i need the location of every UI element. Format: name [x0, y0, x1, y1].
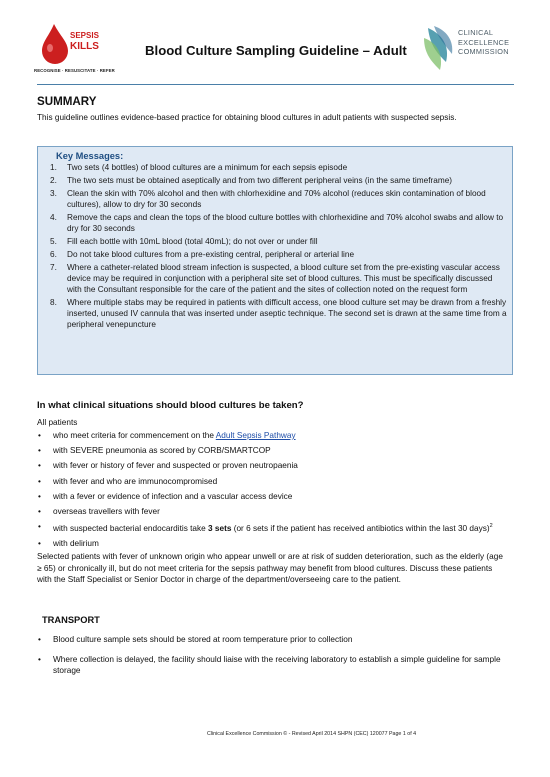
- situation-text: with fever and who are immunocompromised: [53, 476, 218, 486]
- key-message-number: 4.: [50, 212, 57, 222]
- sepsis-logo-word2: KILLS: [70, 41, 99, 52]
- key-messages-box: [37, 146, 513, 375]
- situation-item: [37, 521, 507, 534]
- transport-item: • Where collection is delayed, the facility should liaise with the receiving laboratory to establish a simple guideline for sample storage: [37, 654, 507, 677]
- key-message-item: [49, 236, 509, 247]
- situations-lead: All patients: [37, 418, 78, 427]
- situation-text: who meet criteria for commencement on the: [53, 431, 216, 440]
- key-message-number: 1.: [50, 163, 57, 172]
- key-message-text: Clean the skin with 70% alcohol and then with chlorhexidine and 70% alcohol (reduces skin contamination of blood cultures), allow to dry for 30 seconds: [67, 188, 486, 209]
- transport-item: • Blood culture sample sets should be stored at room temperature prior to collection: [37, 634, 507, 646]
- key-messages-title: Key Messages:: [56, 151, 124, 161]
- header-divider: [37, 84, 514, 85]
- sepsis-logo-tagline: RECOGNISE · RESUSCITATE · REFER: [34, 68, 115, 73]
- situation-text: with a fever or evidence of infection and a vascular access device: [53, 491, 293, 501]
- situation-text: with fever or history of fever and suspected or proven neutropaenia: [53, 461, 298, 471]
- page-footer: Clinical Excellence Commission © - Revised April 2014 SHPN (CEC) 120077 Page 1 of 4: [207, 731, 417, 737]
- summary-heading: SUMMARY: [37, 95, 97, 108]
- key-message-item: [49, 212, 509, 234]
- key-message-text: The two sets must be obtained aseptically and from two different peripheral veins (in the same timeframe): [67, 175, 453, 185]
- situations-list: [37, 430, 507, 553]
- transport-heading: TRANSPORT: [42, 615, 100, 625]
- situation-bold-text: 3 sets: [208, 523, 232, 533]
- key-message-text: Fill each bottle with 10mL blood (total 40mL); do not over or under fill: [67, 236, 318, 246]
- adult-sepsis-pathway-link[interactable]: Adult Sepsis Pathway: [215, 431, 296, 440]
- situation-item: [37, 445, 507, 457]
- situation-text: with delirium: [53, 539, 99, 549]
- key-message-item: [49, 175, 509, 186]
- key-message-text: Where a catheter-related blood stream infection is suspected, a blood culture set from the pre-existing vascular access device may be required in conjunction with a peripheral site set of blood cultures. This must be specifically discussed with the Consultant responsible for the care of the patient and the sites of collection noted on the request form: [67, 262, 500, 294]
- key-message-item: [49, 297, 509, 330]
- key-messages-list: [49, 162, 509, 332]
- key-message-item: [49, 162, 509, 173]
- situation-text: with SEVERE pneumonia as scored by CORB/SMARTCOP: [53, 446, 271, 456]
- blood-drop-icon: [34, 20, 106, 68]
- cec-leaf-icon: [420, 24, 456, 74]
- cec-logo-text: CLINICAL EXCELLENCE COMMISSION: [458, 28, 510, 57]
- key-message-number: 5.: [50, 236, 57, 246]
- situation-text: (or 6 sets if the patient has received antibiotics within the last 30 days): [231, 523, 490, 533]
- situation-item: [37, 476, 507, 488]
- situation-item: [37, 460, 507, 472]
- key-message-item: [49, 249, 509, 260]
- cec-logo: [420, 24, 530, 74]
- key-message-number: 3.: [50, 188, 57, 198]
- key-message-text: Do not take blood cultures from a pre-existing central, peripheral or arterial line: [67, 249, 355, 259]
- sepsis-logo-word1: SEPSIS: [70, 31, 99, 40]
- key-message-number: 2.: [50, 175, 57, 185]
- key-message-text: Two sets (4 bottles) of blood cultures are a minimum for each sepsis episode: [67, 163, 348, 172]
- key-message-text: Where multiple stabs may be required in patients with difficult access, one blood culture set may be drawn from a freshly inserted, unused IV cannula that was inserted under aseptic technique. The second set is drawn at the same time from a peripheral venepuncture: [67, 297, 507, 329]
- situation-item: [37, 506, 507, 518]
- key-message-item: [49, 188, 509, 210]
- key-message-text: Remove the caps and clean the tops of the blood culture bottles with chlorhexidine and 70% alcohol swabs and allow to dry for 30 seconds: [67, 212, 504, 233]
- transport-list: [37, 634, 507, 685]
- key-message-number: 7.: [50, 262, 57, 272]
- selected-patients-paragraph: Selected patients with fever of unknown origin who appear unwell or are at risk of sudden deterioration, such as the elderly (age ≥ 65) or chronically ill, but do not meet criteria for the sepsis pathway may benefit from blood cultures. Discuss these patients with the Staff Specialist or Senior Doctor in charge of the department/overseeing care to the patient.: [37, 552, 503, 585]
- situation-text: overseas travellers with fever: [53, 506, 160, 516]
- document-title: Blood Culture Sampling Guideline – Adult: [145, 43, 407, 58]
- key-message-number: 6.: [50, 249, 57, 259]
- key-message-item: [49, 262, 509, 295]
- summary-intro: This guideline outlines evidence-based practice for obtaining blood cultures in adult patients with suspected sepsis.: [37, 113, 457, 122]
- key-message-number: 8.: [50, 297, 57, 307]
- situation-item: [37, 491, 507, 503]
- situation-text: with suspected bacterial endocarditis take: [53, 523, 209, 533]
- situation-item: [37, 430, 507, 442]
- situations-heading: In what clinical situations should blood cultures be taken?: [37, 400, 304, 411]
- situation-item: [37, 538, 507, 550]
- reference-superscript: 2: [489, 523, 493, 530]
